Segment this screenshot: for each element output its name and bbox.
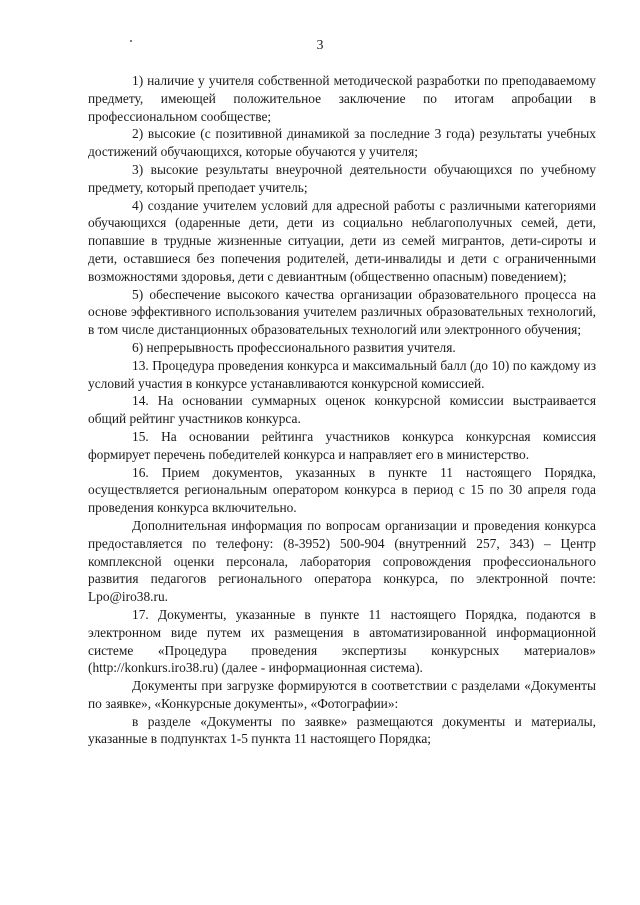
paragraph-criterion-3: 3) высокие результаты внеурочной деятельности обучающихся по учебному предмету, который преподает учитель; (88, 161, 596, 195)
paragraph-criterion-5: 5) обеспечение высокого качества организации образовательного процесса на основе эффективного использования учителем различных образовательных технологий, в том числе дистанционных образовательных технологий или электронного обучения; (88, 286, 596, 338)
paragraph-criterion-1: 1) наличие у учителя собственной методической разработки по преподаваемому предмету, имеющей положительное заключение по итогам апробации в профессиональном сообществе; (88, 73, 596, 124)
paragraph-item-14: 14. На основании суммарных оценок конкурсной комиссии выстраивается общий рейтинг участников конкурса. (88, 393, 596, 427)
paragraph-criterion-4: 4) создание учителем условий для адресной работы с различными категориями обучающихся (одаренные дети, дети из социально неблагополучных семей, дети, попавшие в трудные жизненные ситуации, дети из семей мигрантов, дети-сироты и дети, оставшиеся без попечения родителей, дети-инвалиды и дети с ограниченными возможностями здоровья, дети с девиантным (общественно опасным) поведением); (88, 197, 596, 284)
paragraph-application-documents: в разделе «Документы по заявке» размещаются документы и материалы, указанные в подпунктах 1-5 пункта 11 настоящего Порядка; (88, 713, 596, 747)
paragraph-item-13: 13. Процедура проведения конкурса и максимальный балл (до 10) по каждому из условий участия в конкурсе устанавливаются конкурсной комиссией. (88, 357, 596, 391)
paragraph-item-16: 16. Прием документов, указанных в пункте 11 настоящего Порядка, осуществляется региональным оператором конкурса в период с 15 по 30 апреля года проведения конкурса включительно. (88, 464, 596, 516)
paragraph-criterion-6: 6) непрерывность профессионального развития учителя. (132, 339, 456, 355)
paragraph-criterion-2: 2) высокие (с позитивной динамикой за последние 3 года) результаты учебных достижений обучающихся, которые обучаются у учителя; (88, 126, 596, 160)
paragraph-item-17: 17. Документы, указанные в пункте 11 настоящего Порядка, подаются в электронном виде путем их размещения в автоматизированной информационной системе «Процедура проведения экспертизы конкурсных материалов» (http://konkurs.iro38.ru) (далее - информационная система). (88, 606, 596, 676)
paragraph-contact-info: Дополнительная информация по вопросам организации и проведения конкурса предоставляется по телефону: (8-3952) 500-904 (внутренний 257, 343) – Центр комплексной оценки персонала, лаборатория сопровождения профессионального развития педагогов регионального оператора конкурса, по электронной почте: Lpo@iro38.ru. (88, 517, 596, 605)
document-body (88, 72, 596, 748)
page-number: 3 (316, 38, 324, 53)
paragraph-item-15: 15. На основании рейтинга участников конкурса конкурсная комиссия формирует перечень победителей конкурса и направляет его в министерство. (88, 428, 596, 462)
paragraph-upload-sections: Документы при загрузке формируются в соответствии с разделами «Документы по заявке», «Конкурсные документы», «Фотографии»: (88, 678, 596, 711)
